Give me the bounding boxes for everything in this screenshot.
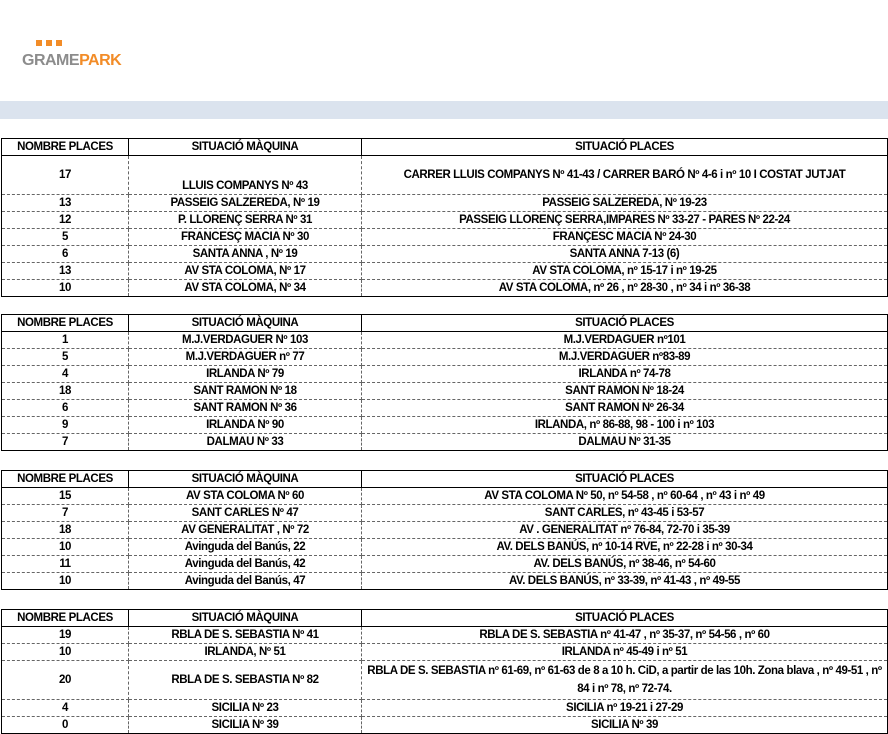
spots-cell: AV STA COLOMA, nº 26 , nº 28-30 , nº 34 i nº 36-38 bbox=[362, 280, 888, 297]
spots-cell: SICILIA nº 19-21 i 27-29 bbox=[362, 700, 888, 717]
places-cell: 20 bbox=[2, 661, 129, 700]
machine-cell: AV STA COLOMA, Nº 34 bbox=[129, 280, 362, 297]
places-cell: 1 bbox=[2, 332, 129, 349]
spots-cell: IRLANDA nº 74-78 bbox=[362, 366, 888, 383]
grame-park-logo bbox=[22, 40, 122, 70]
table-header-row bbox=[2, 610, 888, 627]
logo-wordmark bbox=[22, 52, 121, 70]
spots-cell: CARRER LLUIS COMPANYS Nº 41-43 / CARRER BARÓ Nº 4-6 i nº 10 I COSTAT JUTJAT bbox=[362, 156, 888, 195]
machine-cell: IRLANDA, Nº 51 bbox=[129, 644, 362, 661]
header-nombre-places: NOMBRE PLACES bbox=[2, 610, 129, 627]
header-situacio-places: SITUACIÓ PLACES bbox=[362, 315, 888, 332]
places-cell: 10 bbox=[2, 573, 129, 590]
table-row bbox=[2, 573, 888, 590]
places-cell: 7 bbox=[2, 505, 129, 522]
table-row bbox=[2, 700, 888, 717]
table-row bbox=[2, 263, 888, 280]
table-row bbox=[2, 229, 888, 246]
parking-table-4 bbox=[1, 609, 888, 734]
spots-cell: IRLANDA nº 45-49 i nº 51 bbox=[362, 644, 888, 661]
places-cell: 5 bbox=[2, 349, 129, 366]
places-cell: 15 bbox=[2, 488, 129, 505]
spots-cell: SICILIA Nº 39 bbox=[362, 717, 888, 734]
header-band bbox=[0, 101, 888, 119]
places-cell: 0 bbox=[2, 717, 129, 734]
logo-text-park: PARK bbox=[79, 52, 122, 69]
places-cell: 18 bbox=[2, 383, 129, 400]
table-row bbox=[2, 366, 888, 383]
table-row bbox=[2, 556, 888, 573]
places-cell: 6 bbox=[2, 246, 129, 263]
machine-cell: PASSEIG SALZEREDA, Nº 19 bbox=[129, 195, 362, 212]
spots-cell: AV. DELS BANÚS, nº 10-14 RVE, nº 22-28 i nº 30-34 bbox=[362, 539, 888, 556]
header-situacio-places: SITUACIÓ PLACES bbox=[362, 139, 888, 156]
places-cell: 10 bbox=[2, 280, 129, 297]
table-row bbox=[2, 522, 888, 539]
spots-cell: AV STA COLOMA Nº 50, nº 54-58 , nº 60-64 , nº 43 i nº 49 bbox=[362, 488, 888, 505]
machine-cell: AV GENERALITAT , Nº 72 bbox=[129, 522, 362, 539]
machine-cell: FRANCESÇ MACIA Nº 30 bbox=[129, 229, 362, 246]
spots-cell: M.J.VERDAGUER nº83-89 bbox=[362, 349, 888, 366]
table-row bbox=[2, 400, 888, 417]
places-cell: 13 bbox=[2, 195, 129, 212]
table-row bbox=[2, 505, 888, 522]
machine-cell: SICILIA Nº 23 bbox=[129, 700, 362, 717]
machine-cell: Avinguda del Banús, 42 bbox=[129, 556, 362, 573]
machine-cell: SICILIA Nº 39 bbox=[129, 717, 362, 734]
table-row bbox=[2, 195, 888, 212]
places-cell: 11 bbox=[2, 556, 129, 573]
spots-cell: SANT RAMON Nº 18-24 bbox=[362, 383, 888, 400]
header-nombre-places: NOMBRE PLACES bbox=[2, 315, 129, 332]
machine-cell: AV STA COLOMA, Nº 17 bbox=[129, 263, 362, 280]
places-cell: 17 bbox=[2, 156, 129, 195]
header-situacio-maquina: SITUACIÓ MÀQUINA bbox=[129, 610, 362, 627]
places-cell: 4 bbox=[2, 700, 129, 717]
header-situacio-maquina: SITUACIÓ MÀQUINA bbox=[129, 315, 362, 332]
spots-cell: FRANÇESC MACIA Nº 24-30 bbox=[362, 229, 888, 246]
machine-cell: LLUIS COMPANYS Nº 43 bbox=[129, 156, 362, 195]
places-cell: 4 bbox=[2, 366, 129, 383]
places-cell: 5 bbox=[2, 229, 129, 246]
spots-cell: SANT RAMON Nº 26-34 bbox=[362, 400, 888, 417]
machine-cell: Avinguda del Banús, 47 bbox=[129, 573, 362, 590]
machine-cell: IRLANDA Nº 79 bbox=[129, 366, 362, 383]
machine-cell: SANT RAMON Nº 36 bbox=[129, 400, 362, 417]
places-cell: 19 bbox=[2, 627, 129, 644]
table-header-row bbox=[2, 139, 888, 156]
spots-cell: IRLANDA, nº 86-88, 98 - 100 i nº 103 bbox=[362, 417, 888, 434]
machine-cell: RBLA DE S. SEBASTIA Nº 82 bbox=[129, 661, 362, 700]
table-row bbox=[2, 661, 888, 700]
header-situacio-places: SITUACIÓ PLACES bbox=[362, 471, 888, 488]
places-cell: 7 bbox=[2, 434, 129, 451]
machine-cell: M.J.VERDAGUER nº 77 bbox=[129, 349, 362, 366]
spots-cell: RBLA DE S. SEBASTIA nº 41-47 , nº 35-37, nº 54-56 , nº 60 bbox=[362, 627, 888, 644]
header-situacio-maquina: SITUACIÓ MÀQUINA bbox=[129, 471, 362, 488]
places-cell: 9 bbox=[2, 417, 129, 434]
machine-cell: P. LLORENÇ SERRA Nº 31 bbox=[129, 212, 362, 229]
spots-cell: AV. DELS BANÚS, nº 38-46, nº 54-60 bbox=[362, 556, 888, 573]
table-row bbox=[2, 488, 888, 505]
machine-cell: M.J.VERDAGUER Nº 103 bbox=[129, 332, 362, 349]
spots-cell: AV . GENERALITAT nº 76-84, 72-70 i 35-39 bbox=[362, 522, 888, 539]
spots-cell: RBLA DE S. SEBASTIA nº 61-69, nº 61-63 de 8 a 10 h. CiD, a partir de las 10h. Zona blava , nº 49-51 , nº 84 i nº 78, nº 72-74. bbox=[362, 661, 888, 700]
parking-table-1 bbox=[1, 138, 888, 297]
table-row bbox=[2, 644, 888, 661]
spots-cell: PASSEIG SALZEREDA, Nº 19-23 bbox=[362, 195, 888, 212]
header-situacio-places: SITUACIÓ PLACES bbox=[362, 610, 888, 627]
table-row bbox=[2, 539, 888, 556]
parking-table-3 bbox=[1, 470, 888, 590]
header-nombre-places: NOMBRE PLACES bbox=[2, 471, 129, 488]
machine-cell: Avinguda del Banús, 22 bbox=[129, 539, 362, 556]
parking-table-2 bbox=[1, 314, 888, 451]
logo-squares-icon bbox=[36, 40, 62, 46]
spots-cell: SANT CARLES, nº 43-45 i 53-57 bbox=[362, 505, 888, 522]
table-row bbox=[2, 417, 888, 434]
logo-text-grame: GRAME bbox=[22, 52, 80, 69]
machine-cell: SANT RAMON Nº 18 bbox=[129, 383, 362, 400]
spots-cell: AV STA COLOMA, nº 15-17 i nº 19-25 bbox=[362, 263, 888, 280]
table-header-row bbox=[2, 471, 888, 488]
spots-cell: AV. DELS BANÚS, nº 33-39, nº 41-43 , nº 49-55 bbox=[362, 573, 888, 590]
table-row bbox=[2, 349, 888, 366]
places-cell: 13 bbox=[2, 263, 129, 280]
places-cell: 6 bbox=[2, 400, 129, 417]
machine-cell: RBLA DE S. SEBASTIA Nº 41 bbox=[129, 627, 362, 644]
table-row bbox=[2, 280, 888, 297]
table-header-row bbox=[2, 315, 888, 332]
spots-cell: DALMAU Nº 31-35 bbox=[362, 434, 888, 451]
machine-cell: IRLANDA Nº 90 bbox=[129, 417, 362, 434]
table-row bbox=[2, 434, 888, 451]
places-cell: 10 bbox=[2, 644, 129, 661]
places-cell: 10 bbox=[2, 539, 129, 556]
spots-cell: PASSEIG LLORENÇ SERRA,IMPARES Nº 33-27 - PARES Nº 22-24 bbox=[362, 212, 888, 229]
table-row bbox=[2, 246, 888, 263]
spots-cell: M.J.VERDAGUER nº101 bbox=[362, 332, 888, 349]
machine-cell: SANTA ANNA , Nº 19 bbox=[129, 246, 362, 263]
table-row bbox=[2, 383, 888, 400]
machine-cell: DALMAU Nº 33 bbox=[129, 434, 362, 451]
header-nombre-places: NOMBRE PLACES bbox=[2, 139, 129, 156]
table-row bbox=[2, 332, 888, 349]
header-situacio-maquina: SITUACIÓ MÀQUINA bbox=[129, 139, 362, 156]
table-row bbox=[2, 212, 888, 229]
spots-cell: SANTA ANNA 7-13 (6) bbox=[362, 246, 888, 263]
table-row bbox=[2, 627, 888, 644]
table-row bbox=[2, 717, 888, 734]
places-cell: 12 bbox=[2, 212, 129, 229]
places-cell: 18 bbox=[2, 522, 129, 539]
table-row bbox=[2, 156, 888, 195]
machine-cell: AV STA COLOMA Nº 60 bbox=[129, 488, 362, 505]
machine-cell: SANT CARLES Nº 47 bbox=[129, 505, 362, 522]
